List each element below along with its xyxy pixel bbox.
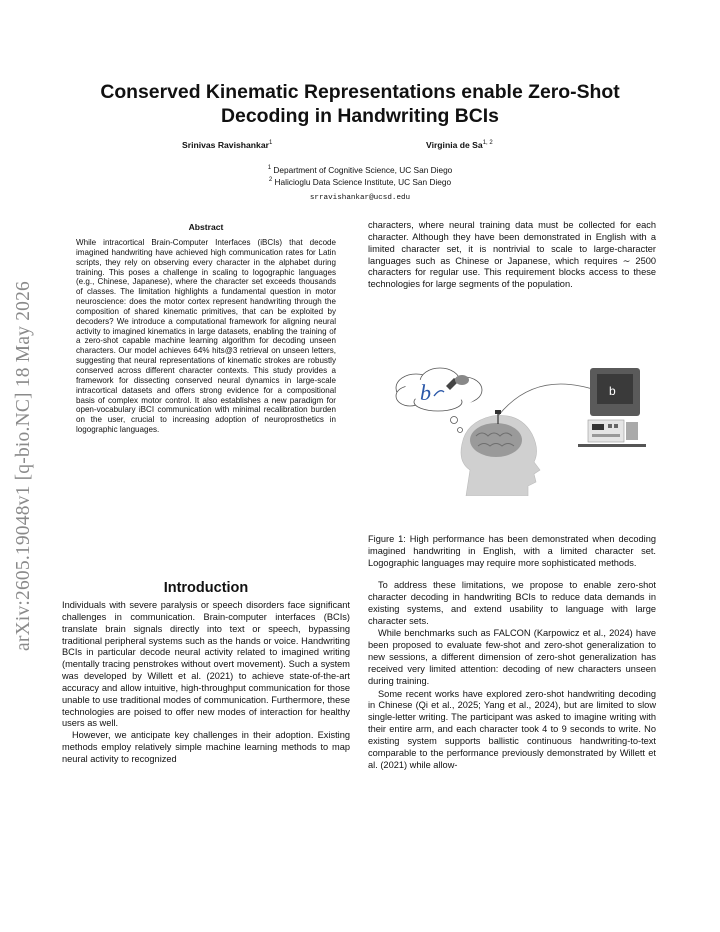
affiliation-2	[60, 175, 660, 187]
affiliation-1-text: Department of Cognitive Science, UC San Diego	[273, 164, 453, 175]
author-2-name: Virginia de Sa	[426, 140, 483, 150]
abstract-text: While intracortical Brain-Computer Interfaces (iBCIs) that decode imagined handwriting have achieved high communication rates for Latin scripts, they rely on observing every character in the alphabet during training. This poses a challenge in scaling to logographic languages (e.g., Chinese, Japanese), where the character set exceeds thousands of classes. The limitation highlights a fundamental question in motor neuroscience: does the motor cortex represent handwriting through the composition of shared kinematic primitives, that can be exploited by decoders? We introduce a computational framework for aligning neural activity to imagined kinematics in large datasets, enabling the training of a zero-shot capable machine learning algorithm for decoding unseen characters. Our model achieves 64% hits@3 retrieval on unseen letters, suggesting that neural representations of kinematic strokes are robustly conserved across different character contexts. This study provides a framework for dissecting conserved neural dynamics in large-scale intracortical datasets and offers strong evidence for a compositional basis of complex motor control. It also establishes a new paradigm for open-vocabulary iBCI communication with minimal recalibration burden on the user, crucial to increasing adoption of neuroprosthetics in logographic languages.	[76, 238, 336, 435]
intro-paragraph-1: Individuals with severe paralysis or speech disorders face significant challenges in communication. Brain-computer interfaces (BCIs) translate brain signals directly into text or speech, bypassing traditional peripheral systems such as the hands or voice. Handwriting BCIs in particular decode neural activity related to imagined writing (mentally tracing penstrokes without overt movement). Such a system was developed by Willett et al. (2021) to achieve state-of-the-art accuracy and allow intuitive, high-throughput communication for those unable to use traditional modes of communication. Furthermore, these technologies are poised to offer new modes of interaction for healthy users as well.	[62, 600, 350, 729]
figure-1-illustration	[380, 366, 650, 496]
caption-text: Figure 1: High performance has been demonstrated when decoding imagined handwriting in English, with a limited character set. Logographic languages may require more sophisticated methods.	[368, 534, 656, 568]
author-2-sup: 1, 2	[482, 140, 493, 147]
brain-icon	[470, 423, 522, 457]
head-silhouette	[461, 410, 540, 496]
figure-1-caption	[368, 534, 656, 570]
right-top-paragraph: characters, where neural training data must be collected for each character. Although they have been demonstrated in English with a limited character set, it is nontrivial to scale to large-character languages such as Chinese or Japanese, which requires ∼ 2500 characters for regular use. This requirement blocks access to these technologies for large segments of the population.	[368, 220, 656, 290]
author-1	[182, 140, 272, 150]
introduction-body	[62, 600, 350, 766]
author-1-name: Srinivas Ravishankar	[182, 140, 269, 150]
abstract-body	[76, 238, 336, 435]
right-paragraph-3: Some recent works have explored zero-shot handwriting decoding in Chinese (Qi et al., 2025; Yang et al., 2024), but are limited to slow single-letter writing. The participant was asked to imagine writing with their entire arm, and each character took 4 to 9 seconds to write. No existing system supports ballistic continuous handwriting-to-text comparable to the performance previously demonstrated by Willett et al. (2021) while allow-	[368, 688, 656, 770]
screen-letter: b	[609, 384, 616, 398]
arxiv-stamp-text: arXiv:2605.19048v1 [q-bio.NC] 18 May 2026	[13, 281, 34, 651]
right-paragraph-2: While benchmarks such as FALCON (Karpowicz et al., 2024) have been proposed to evaluate few-shot and zero-shot generalization to new sessions, a different dimension of zero-shot generalization has received very limited attention: decoding of new characters unseen during training.	[368, 628, 656, 686]
author-2	[426, 140, 493, 150]
right-column-top	[368, 220, 656, 291]
affiliation-2-text: Halicioglu Data Science Institute, UC San Diego	[274, 177, 452, 188]
intro-paragraph-2: However, we anticipate key challenges in their adoption. Existing methods employ relatively simple machine learning methods to map neural activity to recognized	[62, 730, 350, 764]
figure-1	[380, 366, 650, 496]
introduction-heading: Introduction	[163, 580, 249, 596]
thought-bubble	[396, 368, 482, 433]
thought-letter: b	[420, 380, 431, 405]
right-paragraph-1: To address these limitations, we propose to enable zero-shot character decoding in handwriting BCIs to reduce data demands in existing systems, and extend usability to language with large character sets.	[368, 580, 656, 626]
computer-icon	[578, 368, 646, 447]
author-1-sup: 1	[268, 140, 273, 147]
affiliation-2-sup: 2	[268, 177, 273, 184]
paper-title: Conserved Kinematic Representations enable Zero-Shot Decoding in Handwriting BCIs	[100, 81, 620, 127]
affiliations	[60, 163, 660, 188]
author-email: srravishankar@ucsd.edu	[309, 194, 411, 202]
author-list	[0, 140, 720, 154]
abstract-heading: Abstract	[188, 222, 224, 232]
affiliation-1	[60, 163, 660, 175]
right-column-body	[368, 580, 656, 772]
affiliation-1-sup: 1	[267, 165, 272, 171]
